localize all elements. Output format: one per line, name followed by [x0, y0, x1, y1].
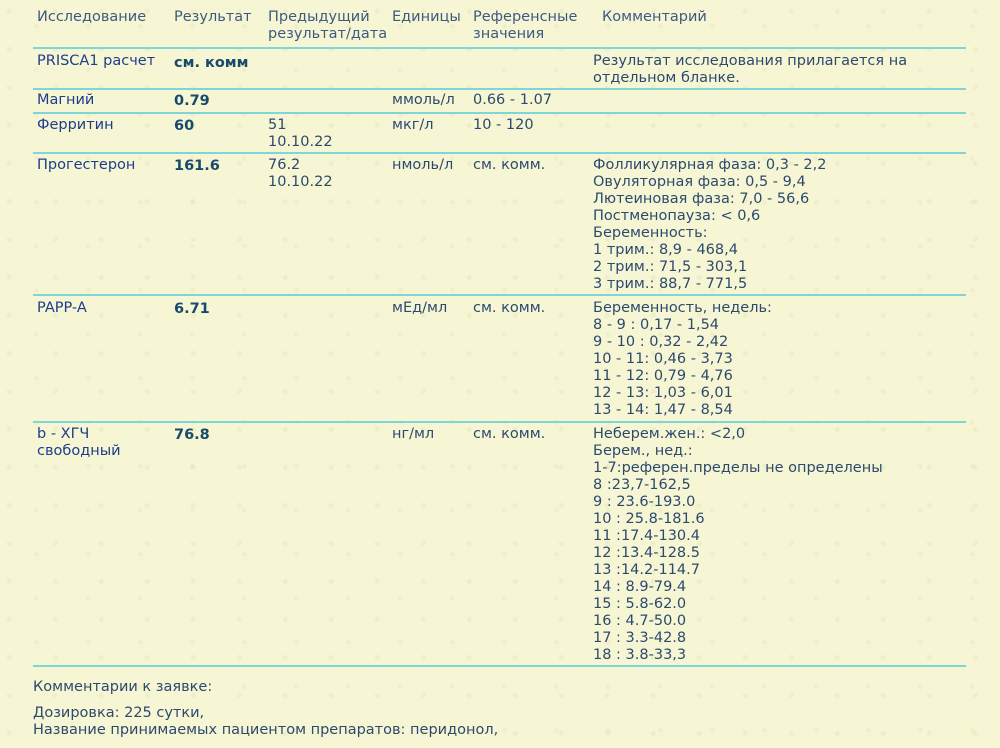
test-units: мкг/л — [392, 117, 434, 133]
divider — [33, 152, 966, 154]
test-name: PAPP-A — [37, 300, 87, 316]
test-result: 161.6 — [174, 158, 220, 174]
dosage-text: Дозировка: 225 сутки, — [33, 705, 205, 721]
medications-text: Название принимаемых пациентом препаратов: перидонол, — [33, 722, 499, 738]
header-comment: Комментарий — [602, 9, 707, 25]
divider — [33, 421, 966, 423]
test-previous: 51 10.10.22 — [268, 117, 333, 150]
test-result: см. комм — [174, 55, 249, 71]
test-reference: см. комм. — [473, 426, 546, 442]
test-comment: Результат исследования прилагается на отдельном бланке. — [593, 53, 908, 86]
header-previous: Предыдущий результат/дата — [268, 9, 388, 42]
test-units: нг/мл — [392, 426, 435, 442]
test-name: Прогестерон — [37, 157, 136, 173]
test-units: нмоль/л — [392, 157, 454, 173]
request-comments-label: Комментарии к заявке: — [33, 679, 213, 695]
test-units: ммоль/л — [392, 92, 455, 108]
test-name: Ферритин — [37, 117, 114, 133]
test-reference: см. комм. — [473, 157, 546, 173]
divider — [33, 47, 966, 49]
test-result: 76.8 — [174, 427, 210, 443]
header-study: Исследование — [37, 9, 147, 25]
divider — [33, 294, 966, 296]
test-result: 0.79 — [174, 93, 210, 109]
divider — [33, 665, 966, 667]
test-result: 60 — [174, 118, 195, 134]
header-units: Единицы — [392, 9, 461, 25]
header-reference: Референсные значения — [473, 9, 578, 42]
test-comment: Неберем.жен.: <2,0 Берем., нед.: 1-7:референ.пределы не определены 8 :23,7-162,5 9 : 23.6-193.0 10 : 25.8-181.6 11 :17.4-130.4 12 :13.4-128.5 13 :14.2-114.7 14 : 8.9-79.4 15 : 5.8-62.0 16 : 4.7-50.0 17 : 3.3-42.8 18 : 3.8-33,3 — [593, 426, 883, 663]
test-comment: Беременность, недель: 8 - 9 : 0,17 - 1,54 9 - 10 : 0,32 - 2,42 10 - 11: 0,46 - 3,73 11 - 12: 0,79 - 4,76 12 - 13: 1,03 - 6,01 13 - 14: 1,47 - 8,54 — [593, 300, 772, 418]
test-units: мЕд/мл — [392, 300, 448, 316]
test-reference: см. комм. — [473, 300, 546, 316]
divider — [33, 112, 966, 114]
test-result: 6.71 — [174, 301, 210, 317]
test-reference: 10 - 120 — [473, 117, 534, 133]
header-result: Результат — [174, 9, 252, 25]
test-name: b - ХГЧ свободный — [37, 426, 121, 459]
table-header — [0, 0, 1000, 48]
divider — [33, 88, 966, 90]
test-comment: Фолликулярная фаза: 0,3 - 2,2 Овуляторная фаза: 0,5 - 9,4 Лютеиновая фаза: 7,0 - 56,6 Постменопауза: < 0,6 Беременность: 1 трим.: 8,9 - 468,4 2 трим.: 71,5 - 303,1 3 трим.: 88,7 - 771,5 — [593, 157, 827, 292]
test-reference: 0.66 - 1.07 — [473, 92, 553, 108]
test-name: PRISCA1 расчет — [37, 53, 156, 69]
test-name: Магний — [37, 92, 95, 108]
test-previous: 76.2 10.10.22 — [268, 157, 333, 190]
